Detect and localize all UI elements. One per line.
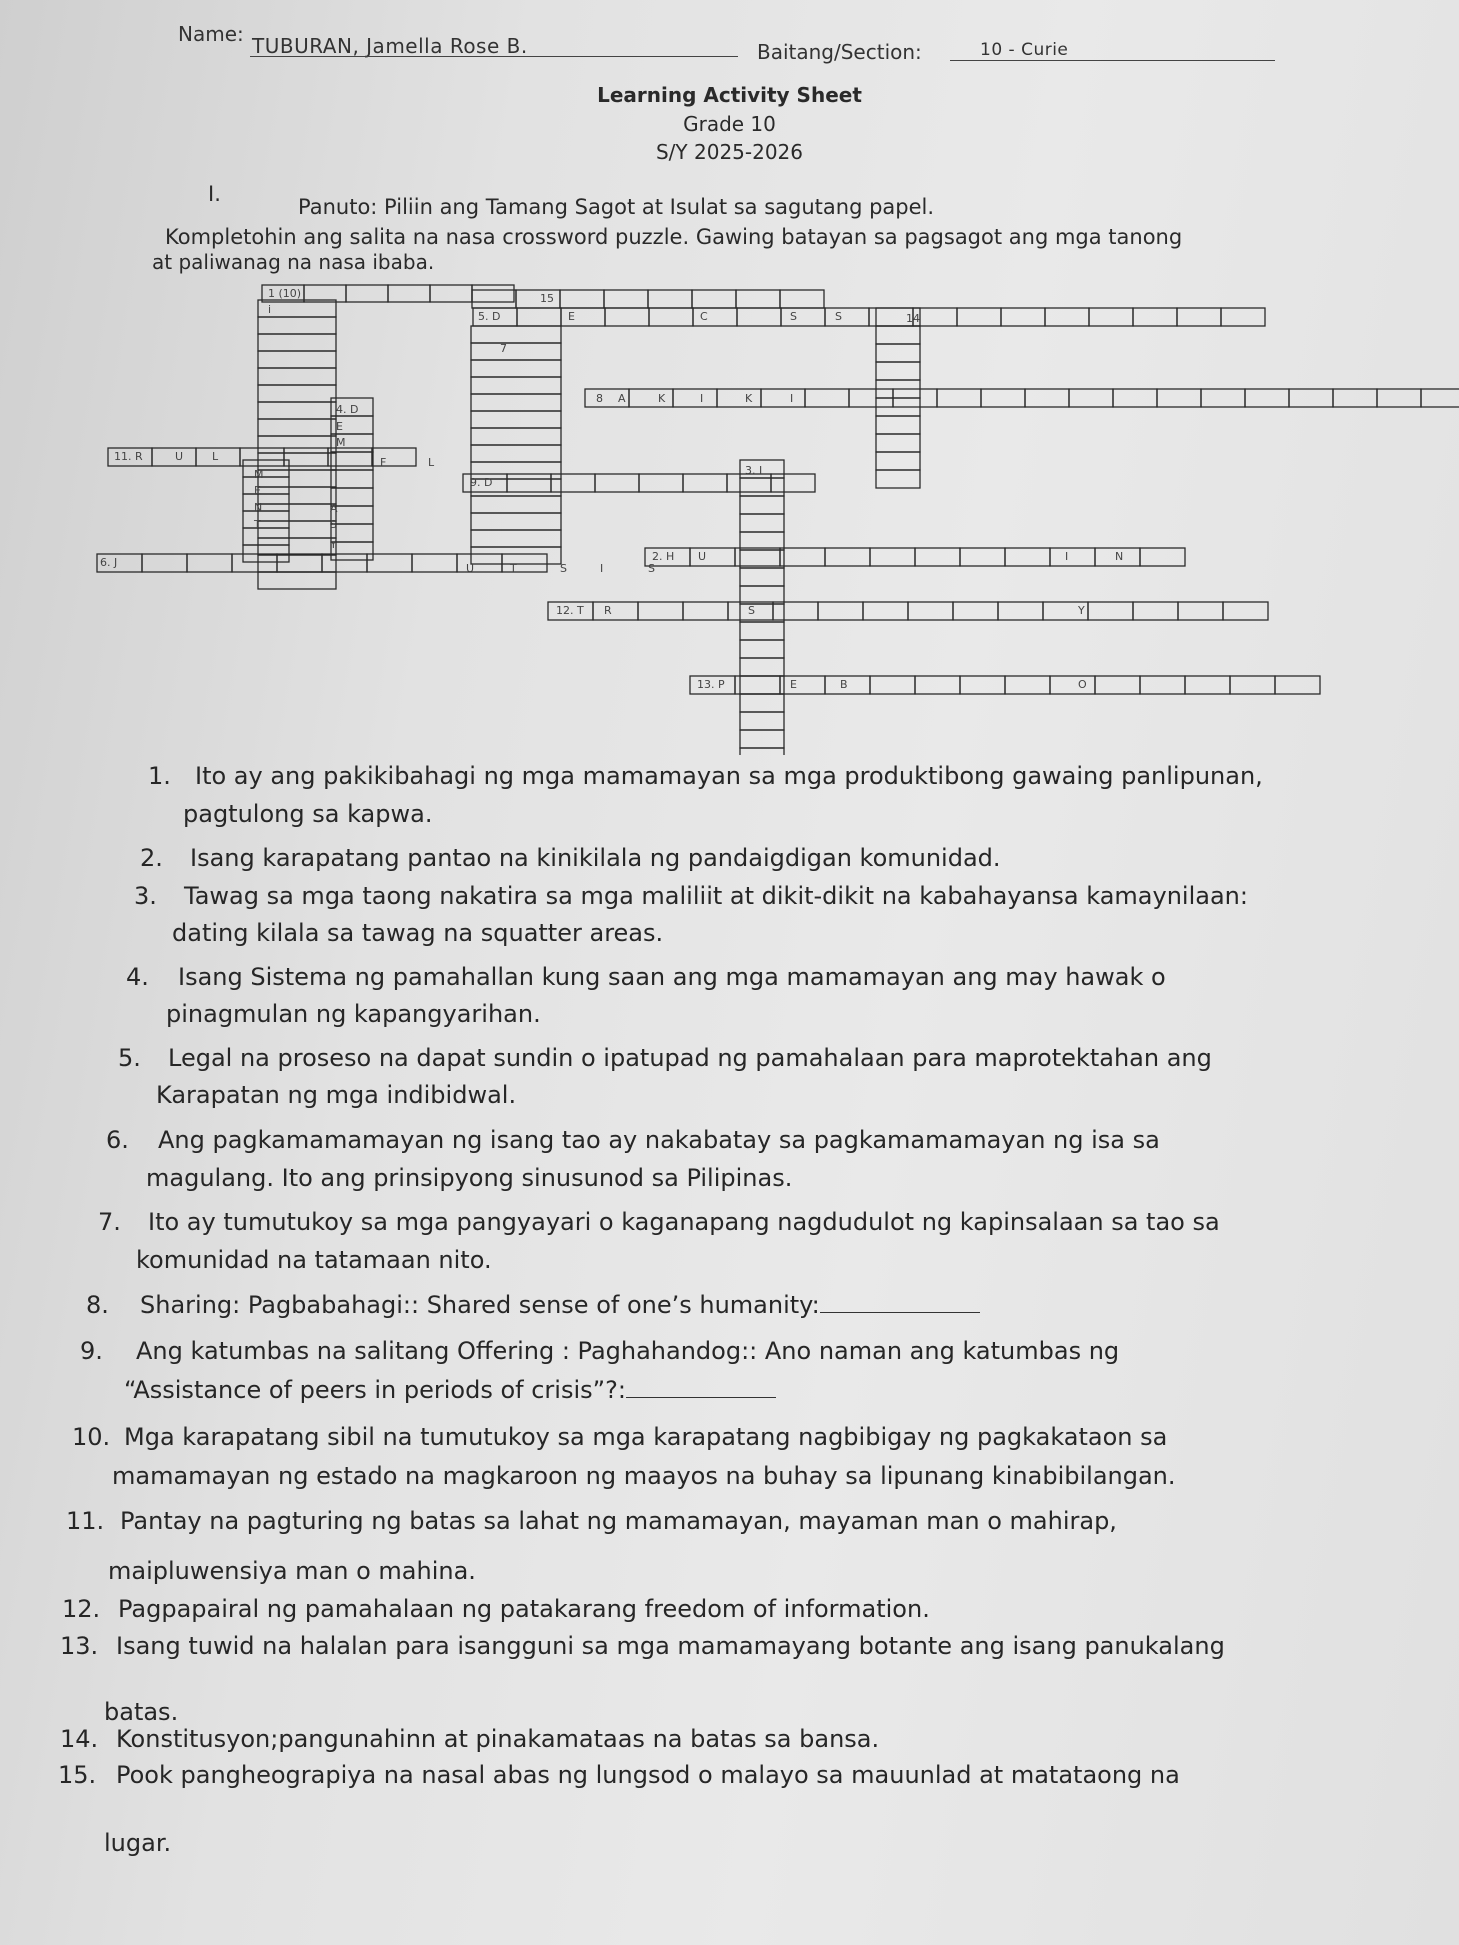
crossword-cell-7-down[interactable] (471, 326, 561, 343)
crossword-cell-9-across[interactable] (595, 474, 639, 492)
crossword-cell-8-across[interactable] (761, 389, 805, 407)
crossword-cell-12-across[interactable] (1178, 602, 1223, 620)
crossword-cell-12-across[interactable] (818, 602, 863, 620)
crossword-cell-5-across[interactable] (737, 308, 781, 326)
crossword-cell-1-down[interactable] (258, 470, 336, 487)
crossword-cell-7-down[interactable] (471, 343, 561, 360)
crossword-letter: S (790, 310, 797, 323)
crossword-cell-7-down[interactable] (471, 428, 561, 445)
crossword-cell-3-down[interactable] (740, 622, 784, 640)
clue-number: 2. (140, 844, 163, 872)
clue-number: 4. (126, 963, 149, 991)
crossword-cell-3-down[interactable] (740, 676, 784, 694)
crossword-cell-11-across[interactable] (284, 448, 328, 466)
crossword-cell-1-down[interactable] (258, 317, 336, 334)
crossword-number: 14 (906, 312, 920, 325)
crossword-cell-10-down[interactable] (243, 511, 289, 528)
crossword-number: 8 (596, 392, 603, 405)
clue-text: Ang pagkamamamayan ng isang tao ay nakabatay sa pagkamamamayan ng isa sa (158, 1126, 1160, 1154)
crossword-letter: i (268, 303, 272, 316)
crossword-cell-15-top[interactable] (472, 290, 516, 308)
crossword-cell-3-down[interactable] (740, 694, 784, 712)
crossword-cell-7-down[interactable] (471, 411, 561, 428)
crossword-cell-1-down[interactable] (258, 419, 336, 436)
crossword-cell-2-across[interactable] (1005, 548, 1050, 566)
crossword-cell-3-down[interactable] (740, 478, 784, 496)
crossword-cell-2-across[interactable] (690, 548, 735, 566)
crossword-letter: Y (1078, 604, 1085, 617)
crossword-cell-5-across[interactable] (825, 308, 869, 326)
crossword-cell-6-across[interactable] (367, 554, 412, 572)
clue-text: Ang katumbas na salitang Offering : Paghahandog:: Ano naman ang katumbas ng (136, 1337, 1120, 1365)
crossword-cell-8-across[interactable] (1377, 389, 1421, 407)
crossword-letter: L (212, 450, 219, 463)
crossword-cell-6-across[interactable] (457, 554, 502, 572)
crossword-cell-12-across[interactable] (1088, 602, 1133, 620)
crossword-cell-1-down[interactable] (258, 504, 336, 521)
crossword-cell-15-top[interactable] (604, 290, 648, 308)
clue-text: Pook pangheograpiya na nasal abas ng lungsod o malayo sa mauunlad at matataong na (116, 1761, 1180, 1789)
crossword-cell-6-across[interactable] (232, 554, 277, 572)
crossword-cell-14-down[interactable] (876, 326, 920, 344)
crossword-letter: O (1078, 678, 1087, 691)
crossword-letter: I (600, 562, 604, 575)
clue-text: Pagpapairal ng pamahalaan ng patakarang freedom of information. (118, 1595, 930, 1623)
crossword-cell-12-across[interactable] (953, 602, 998, 620)
crossword-cell-5-across[interactable] (1133, 308, 1177, 326)
crossword-cell-8-across[interactable] (1421, 389, 1459, 407)
crossword-letter: R (604, 604, 612, 617)
name-value[interactable]: TUBURAN, Jamella Rose B. (252, 34, 528, 58)
crossword-cell-1-down[interactable] (258, 555, 336, 572)
crossword-cell-7-down[interactable] (471, 394, 561, 411)
crossword-cell-1-down[interactable] (258, 521, 336, 538)
crossword-cell-14-down[interactable] (876, 434, 920, 452)
crossword-cell-10-down[interactable] (243, 494, 289, 511)
crossword-cell-2-across[interactable] (780, 548, 825, 566)
crossword-cell-8-across[interactable] (1157, 389, 1201, 407)
crossword-cell-3-down[interactable] (740, 658, 784, 676)
crossword-cell-6-across[interactable] (412, 554, 457, 572)
crossword-cell-5-across[interactable] (781, 308, 825, 326)
crossword-letter: U (175, 450, 184, 463)
crossword-number: 4. D (336, 403, 359, 416)
crossword-cell-14-down[interactable] (876, 452, 920, 470)
crossword-letter: I (790, 392, 794, 405)
crossword-cell-5-across[interactable] (1045, 308, 1089, 326)
clue-text: Karapatan ng mga indibidwal. (156, 1081, 517, 1109)
crossword-cell-12-across[interactable] (638, 602, 683, 620)
crossword-cell-5-across[interactable] (1089, 308, 1133, 326)
crossword-cell-2-across[interactable] (735, 548, 780, 566)
clue-text: Ito ay tumutukoy sa mga pangyayari o kaganapang nagdudulot ng kapinsalaan sa tao sa (148, 1208, 1220, 1236)
name-underline (250, 56, 738, 57)
crossword-cell-1-down[interactable] (258, 368, 336, 385)
crossword-letter: B (840, 678, 848, 691)
crossword-number: 9. D (470, 476, 493, 489)
crossword-letter: E (254, 484, 261, 497)
crossword-cell-13-across[interactable] (870, 676, 915, 694)
school-year: S/Y 2025-2026 (655, 140, 804, 164)
clue-number: 6. (106, 1126, 129, 1154)
crossword-cell-9-across[interactable] (771, 474, 815, 492)
crossword-cell-2-across[interactable] (870, 548, 915, 566)
crossword-cell-8-across[interactable] (1201, 389, 1245, 407)
crossword-letter: S (648, 562, 655, 575)
clue-number: 14. (60, 1725, 99, 1753)
crossword-cell-13-across[interactable] (960, 676, 1005, 694)
crossword-cell-6-across[interactable] (322, 554, 367, 572)
crossword-letter: A (330, 502, 338, 515)
clue-text: maipluwensiya man o mahina. (108, 1557, 476, 1585)
clue-number: 11. (66, 1507, 105, 1535)
instruction-line-3: at paliwanag na nasa ibaba. (152, 250, 435, 274)
clue-text: Konstitusyon;pangunahinn at pinakamataas na batas sa bansa. (116, 1725, 880, 1753)
crossword-cell-5-across[interactable] (1177, 308, 1221, 326)
crossword-number: 3. I (745, 464, 763, 477)
crossword-cell-5-across[interactable] (1001, 308, 1045, 326)
crossword-cell-1-across[interactable] (346, 285, 388, 302)
crossword-number: 13. P (697, 678, 725, 691)
crossword-cell-8-across[interactable] (981, 389, 1025, 407)
crossword-cell-1-down[interactable] (258, 402, 336, 419)
crossword-letter: M (254, 468, 264, 481)
crossword-letter: U (698, 550, 707, 563)
crossword-cell-12-across[interactable] (908, 602, 953, 620)
clue-text: komunidad na tatamaan nito. (136, 1246, 492, 1274)
crossword-letter: T (510, 562, 517, 575)
crossword-cell-1-down[interactable] (258, 351, 336, 368)
grade-label: Grade 10 (683, 112, 776, 136)
crossword-cell-12-across[interactable] (1133, 602, 1178, 620)
crossword-letter: N (1115, 550, 1124, 563)
crossword-grid (0, 275, 1459, 755)
crossword-cell-5-across[interactable] (649, 308, 693, 326)
crossword-cell-3-down[interactable] (740, 604, 784, 622)
clue-text: Pantay na pagturing ng batas sa lahat ng mamamayan, mayaman man o mahirap, (120, 1507, 1117, 1535)
crossword-cell-13-across[interactable] (1140, 676, 1185, 694)
clue-number: 1. (148, 762, 171, 790)
crossword-cell-14-down[interactable] (876, 416, 920, 434)
clue-text: “Assistance of peers in periods of crisis”?: (124, 1376, 776, 1404)
crossword-letter: E (336, 420, 343, 433)
crossword-letter: A (618, 392, 626, 405)
crossword-letter: M (336, 436, 346, 449)
crossword-cell-7-down[interactable] (471, 496, 561, 513)
crossword-number: 15 (540, 292, 554, 305)
crossword-cell-8-across[interactable] (1245, 389, 1289, 407)
crossword-cell-11-across[interactable] (372, 448, 416, 466)
clue-text: Ito ay ang pakikibahagi ng mga mamamayan sa mga produktibong gawaing panlipunan, (195, 762, 1263, 790)
crossword-cell-7-down[interactable] (471, 513, 561, 530)
section-label: Baitang/Section: (757, 40, 922, 64)
crossword-cell-11-across[interactable] (328, 448, 372, 466)
crossword-cell-2-across[interactable] (825, 548, 870, 566)
clue-number: 3. (134, 882, 157, 910)
crossword-cell-1-across[interactable] (430, 285, 472, 302)
clue-text: Isang Sistema ng pamahallan kung saan ang mga mamamayan ang may hawak o (178, 963, 1166, 991)
clue-text: Sharing: Pagbabahagi:: Shared sense of one’s humanity: (140, 1291, 980, 1319)
clue-text: pinagmulan ng kapangyarihan. (166, 1000, 541, 1028)
crossword-letter: N (254, 501, 263, 514)
crossword-cell-13-across[interactable] (1005, 676, 1050, 694)
crossword-cell-8-across[interactable] (1113, 389, 1157, 407)
crossword-letter: E (790, 678, 797, 691)
clue-number: 13. (60, 1632, 99, 1660)
crossword-cell-1-down[interactable] (258, 334, 336, 351)
crossword-number: 11. R (114, 450, 143, 463)
crossword-cell-4-down[interactable] (331, 470, 373, 488)
crossword-letter: I (700, 392, 704, 405)
clue-text: magulang. Ito ang prinsipyong sinusunod sa Pilipinas. (146, 1164, 793, 1192)
name-label: Name: (178, 22, 244, 46)
crossword-cell-3-down[interactable] (740, 712, 784, 730)
crossword-cell-1-down[interactable] (258, 436, 336, 453)
crossword-cell-13-across[interactable] (1230, 676, 1275, 694)
crossword-letter: I (1065, 550, 1069, 563)
crossword-cell-1-across[interactable] (388, 285, 430, 302)
clue-number: 10. (72, 1423, 111, 1451)
crossword-cell-6-across[interactable] (502, 554, 547, 572)
clue-text: Isang karapatang pantao na kinikilala ng pandaigdigan komunidad. (190, 844, 1001, 872)
crossword-cell-3-down[interactable] (740, 568, 784, 586)
crossword-cell-6-across[interactable] (142, 554, 187, 572)
crossword-cell-15-top[interactable] (560, 290, 604, 308)
crossword-cell-10-down[interactable] (243, 460, 289, 477)
crossword-number: 12. T (556, 604, 584, 617)
crossword-cell-15-top[interactable] (692, 290, 736, 308)
crossword-number: 6. J (100, 556, 118, 569)
section-value[interactable]: 10 - Curie (980, 40, 1069, 60)
crossword-number: 7 (500, 342, 507, 355)
clue-number: 12. (62, 1595, 101, 1623)
crossword-letter: U (466, 562, 475, 575)
crossword-cell-3-down[interactable] (740, 640, 784, 658)
crossword-cell-3-down[interactable] (740, 514, 784, 532)
crossword-cell-1-down[interactable] (258, 487, 336, 504)
crossword-cell-1-down[interactable] (258, 572, 336, 589)
crossword-cell-8-across[interactable] (717, 389, 761, 407)
answer-blank[interactable] (626, 1396, 776, 1398)
crossword-cell-9-across[interactable] (683, 474, 727, 492)
crossword-number: 5. D (478, 310, 501, 323)
crossword-letter: C (700, 310, 708, 323)
crossword-cell-8-across[interactable] (1289, 389, 1333, 407)
crossword-cell-10-down[interactable] (243, 477, 289, 494)
crossword-cell-1-down[interactable] (258, 538, 336, 555)
crossword-letter: S (748, 604, 755, 617)
crossword-cell-12-across[interactable] (593, 602, 638, 620)
crossword-cell-10-down[interactable] (243, 528, 289, 545)
crossword-cell-5-across[interactable] (1221, 308, 1265, 326)
crossword-cell-4-down[interactable] (331, 452, 373, 470)
crossword-letter: F (380, 456, 387, 469)
crossword-cell-8-across[interactable] (937, 389, 981, 407)
crossword-cell-2-across[interactable] (960, 548, 1005, 566)
crossword-letter: S (560, 562, 567, 575)
crossword-cell-13-across[interactable] (1095, 676, 1140, 694)
crossword-cell-8-across[interactable] (629, 389, 673, 407)
crossword-cell-8-across[interactable] (673, 389, 717, 407)
crossword-cell-1-across[interactable] (472, 285, 514, 302)
clue-text: lugar. (104, 1829, 172, 1857)
answer-blank[interactable] (820, 1311, 980, 1313)
crossword-cell-12-across[interactable] (998, 602, 1043, 620)
clue-text: batas. (104, 1698, 179, 1726)
crossword-cell-3-down[interactable] (740, 550, 784, 568)
crossword-cell-7-down[interactable] (471, 377, 561, 394)
crossword-cell-13-across[interactable] (915, 676, 960, 694)
crossword-cell-4-down[interactable] (331, 524, 373, 542)
crossword-cell-13-across[interactable] (735, 676, 780, 694)
crossword-cell-15-top[interactable] (780, 290, 824, 308)
crossword-cell-3-down[interactable] (740, 586, 784, 604)
crossword-cell-11-across[interactable] (240, 448, 284, 466)
crossword-cell-7-down[interactable] (471, 360, 561, 377)
clue-number: 15. (58, 1761, 97, 1789)
clue-text: Tawag sa mga taong nakatira sa mga maliliit at dikit-dikit na kabahayansa kamaynilaan: (184, 882, 1248, 910)
crossword-cell-1-down[interactable] (258, 453, 336, 470)
crossword-cell-14-down[interactable] (876, 362, 920, 380)
crossword-cell-5-across[interactable] (957, 308, 1001, 326)
crossword-cell-8-across[interactable] (805, 389, 849, 407)
instruction-numeral: I. (208, 182, 221, 206)
crossword-cell-7-down[interactable] (471, 445, 561, 462)
crossword-cell-11-across[interactable] (152, 448, 196, 466)
crossword-cell-12-across[interactable] (1223, 602, 1268, 620)
crossword-cell-9-across[interactable] (639, 474, 683, 492)
clue-text: mamamayan ng estado na magkaroon ng maayos na buhay sa lipunang kinabibilangan. (112, 1462, 1176, 1490)
crossword-cell-2-across[interactable] (1050, 548, 1095, 566)
clue-number: 8. (86, 1291, 109, 1319)
crossword-cell-8-across[interactable] (1333, 389, 1377, 407)
crossword-cell-14-down[interactable] (876, 344, 920, 362)
crossword-cell-8-across[interactable] (1069, 389, 1113, 407)
crossword-cell-12-across[interactable] (773, 602, 818, 620)
crossword-cell-3-down[interactable] (740, 532, 784, 550)
crossword-letter: Y (330, 538, 337, 551)
section-underline (950, 60, 1275, 61)
crossword-cell-13-across[interactable] (1185, 676, 1230, 694)
crossword-number: 2. H (652, 550, 675, 563)
crossword-letter: K (658, 392, 666, 405)
crossword-cell-13-across[interactable] (1050, 676, 1095, 694)
instruction-line-1: Panuto: Piliin ang Tamang Sagot at Isulat sa sagutang papel. (298, 195, 935, 219)
crossword-letter: S (330, 518, 337, 531)
clue-text: Legal na proseso na dapat sundin o ipatupad ng pamahalaan para maprotektahan ang (168, 1044, 1212, 1072)
crossword-cell-6-across[interactable] (187, 554, 232, 572)
clue-text: Mga karapatang sibil na tumutukoy sa mga karapatang nagbibigay ng pagkakataon sa (124, 1423, 1168, 1451)
crossword-letter: E (568, 310, 575, 323)
crossword-cell-5-across[interactable] (517, 308, 561, 326)
crossword-cell-3-down[interactable] (740, 730, 784, 748)
crossword-cell-6-across[interactable] (277, 554, 322, 572)
crossword-cell-5-across[interactable] (605, 308, 649, 326)
clue-number: 5. (118, 1044, 141, 1072)
clue-number: 7. (98, 1208, 121, 1236)
crossword-letter: K (745, 392, 753, 405)
crossword-cell-9-across[interactable] (551, 474, 595, 492)
crossword-letter: T (254, 518, 261, 531)
clue-text: dating kilala sa tawag na squatter areas. (172, 919, 664, 947)
crossword-cell-13-across[interactable] (780, 676, 825, 694)
crossword-number: 1 (10) (268, 287, 302, 300)
sheet-title: Learning Activity Sheet (597, 83, 862, 107)
crossword-letter: L (428, 456, 435, 469)
crossword-cell-1-down[interactable] (258, 385, 336, 402)
clue-text: Isang tuwid na halalan para isangguni sa mga mamamayang botante ang isang panukalang (116, 1632, 1225, 1660)
crossword-cell-2-across[interactable] (1140, 548, 1185, 566)
crossword-cell-3-down[interactable] (740, 748, 784, 755)
crossword-cell-14-down[interactable] (876, 470, 920, 488)
crossword-cell-7-down[interactable] (471, 530, 561, 547)
crossword-cell-15-top[interactable] (648, 290, 692, 308)
crossword-cell-8-across[interactable] (1025, 389, 1069, 407)
crossword-cell-9-across[interactable] (507, 474, 551, 492)
crossword-letter: S (835, 310, 842, 323)
crossword-cell-13-across[interactable] (1275, 676, 1320, 694)
crossword-cell-3-down[interactable] (740, 496, 784, 514)
crossword-cell-15-top[interactable] (736, 290, 780, 308)
instruction-line-2: Kompletohin ang salita na nasa crossword puzzle. Gawing batayan sa pagsagot ang mga tanong (165, 225, 1183, 249)
crossword-cell-2-across[interactable] (915, 548, 960, 566)
clue-number: 9. (80, 1337, 103, 1365)
crossword-cell-12-across[interactable] (683, 602, 728, 620)
crossword-cell-12-across[interactable] (863, 602, 908, 620)
clue-text: pagtulong sa kapwa. (183, 800, 433, 828)
